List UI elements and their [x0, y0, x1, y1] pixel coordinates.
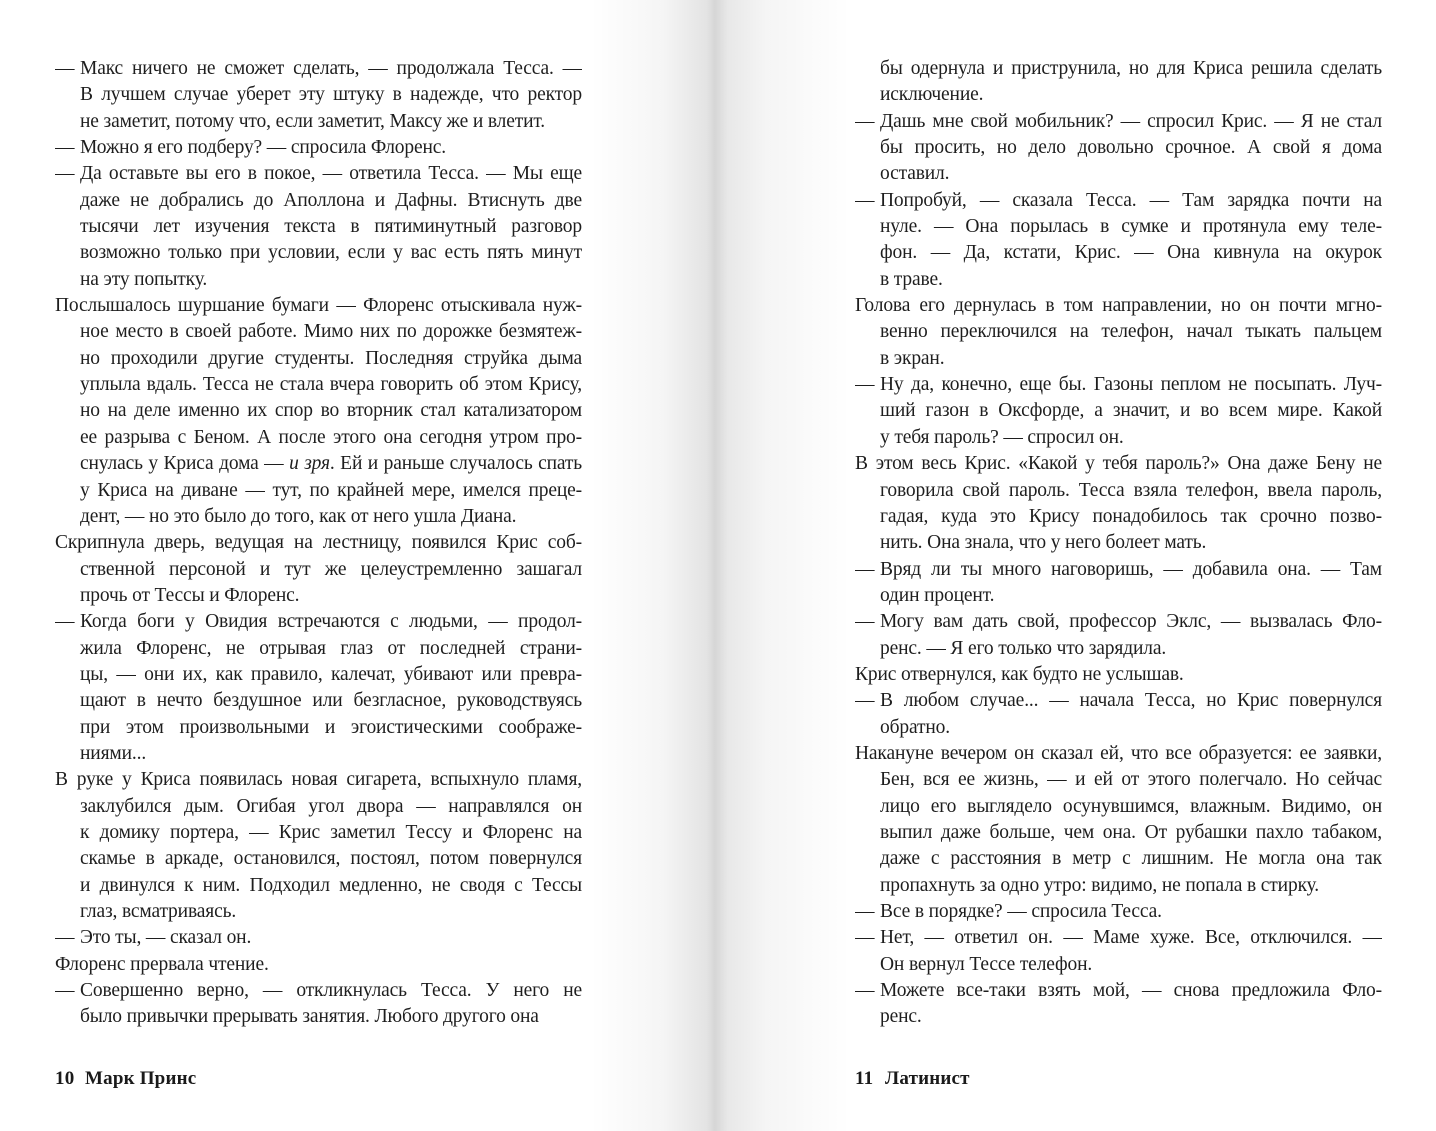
running-title: Латинист — [885, 1068, 970, 1089]
text-segment: заклубился дым. Огибая угол двора — направлялся он — [80, 795, 582, 817]
text-line — [855, 293, 1382, 319]
text-line — [55, 925, 582, 951]
dialogue-dash: — — [55, 927, 75, 949]
dialogue-dash: — — [55, 611, 75, 633]
text-line — [855, 952, 1382, 978]
text-line — [55, 240, 582, 266]
page-right — [855, 56, 1382, 1031]
text-segment: но проходили другие студенты. Последняя струйка дыма — [80, 347, 582, 369]
text-line — [855, 1004, 1382, 1030]
dialogue-dash: — — [855, 558, 875, 580]
text-line — [55, 504, 582, 530]
dialogue-dash: — — [55, 58, 75, 79]
text-line — [55, 794, 582, 820]
dialogue-dash: — — [55, 137, 75, 159]
text-segment: венно переключился на телефон, начал тыкать пальцем — [880, 321, 1382, 343]
text-segment: В любом случае... — начала Тесса, но Крис повернулся — [880, 690, 1382, 712]
page-left — [55, 56, 582, 1031]
text-segment: Послышалось шуршание бумаги — Флоренс отыскивала нуж- — [55, 295, 582, 317]
text-line — [855, 636, 1382, 662]
text-line — [55, 161, 582, 187]
text-line — [55, 346, 582, 372]
text-segment: Макс ничего не сможет сделать, — продолжала Тесса. — — [80, 58, 582, 79]
text-segment: ственной персоной и тут же целеустремленно зашагал — [80, 558, 582, 580]
text-line — [855, 820, 1382, 846]
text-segment: скамье в аркаде, остановился, постоял, потом повернулся — [80, 848, 582, 870]
text-segment: даже с расстояния в метр с лишним. Не могла она так — [880, 848, 1382, 870]
text-line — [855, 398, 1382, 424]
text-line — [55, 873, 582, 899]
text-line — [855, 109, 1382, 135]
text-line — [855, 214, 1382, 240]
text-segment: Совершенно верно, — откликнулась Тесса. У него не — [80, 980, 582, 1002]
text-line — [855, 161, 1382, 187]
text-segment: на эту попытку. — [80, 268, 208, 290]
text-segment: цы, — они их, как правило, калечат, убивают или превра- — [80, 663, 582, 685]
text-segment: Дашь мне свой мобильник? — спросил Крис. — Я не стал — [880, 110, 1382, 132]
text-line — [855, 583, 1382, 609]
text-segment: уплыла вдаль. Тесса не стала вчера говорить об этом Крису, — [80, 374, 582, 396]
dialogue-dash: — — [855, 110, 875, 132]
text-segment: при этом произвольными и эгоистическими соображе- — [80, 716, 582, 738]
text-segment: возможно только при условии, если у вас есть пять минут — [80, 242, 582, 264]
text-line — [855, 899, 1382, 925]
text-line — [55, 372, 582, 398]
text-line — [855, 451, 1382, 477]
dialogue-dash: — — [855, 690, 875, 712]
text-line — [55, 530, 582, 556]
text-line — [55, 451, 582, 477]
text-segment: говорила свой пароль. Тесса взяла телефон, ввела пароль, — [880, 479, 1382, 501]
text-segment: нуле. — Она порылась в сумке и протянула ему теле- — [880, 216, 1382, 238]
text-line — [855, 372, 1382, 398]
text-line — [55, 398, 582, 424]
text-segment: ренс. — Я его только что зарядила. — [880, 637, 1167, 659]
text-segment: Голова его дернулась в том направлении, но он почти мгно- — [855, 295, 1382, 317]
text-line — [55, 557, 582, 583]
text-segment: Попробуй, — сказала Тесса. — Там зарядка почти на — [880, 189, 1382, 211]
text-segment: глаз, всматриваясь. — [80, 901, 237, 922]
text-segment: Накануне вечером он сказал ей, что все образуется: ее заявки, — [855, 742, 1382, 764]
text-line — [55, 478, 582, 504]
text-segment: Могу вам дать свой, профессор Эклс, — вызвалась Фло- — [880, 611, 1382, 633]
text-line — [855, 715, 1382, 741]
page-left-text-block — [55, 56, 582, 1031]
text-segment: щают в нечто бездушное или безгласное, руководствуясь — [80, 690, 582, 712]
text-line — [855, 425, 1382, 451]
text-segment: Скрипнула дверь, ведущая на лестницу, появился Крис соб- — [55, 532, 582, 554]
text-segment: в траве. — [880, 268, 943, 290]
text-segment: . Ей и раньше случалось спать — [329, 453, 582, 475]
text-line — [855, 530, 1382, 556]
text-segment: фон. — Да, кстати, Крис. — Она кивнула на окурок — [880, 242, 1382, 264]
page-number: 11 — [855, 1068, 874, 1089]
text-segment: Вряд ли ты много наговоришь, — добавила она. — Там — [880, 558, 1382, 580]
text-segment: ниями... — [80, 742, 147, 764]
text-segment: Крис отвернулся, как будто не услышав. — [855, 663, 1184, 685]
text-segment: ное место в своей работе. Мимо них по дорожке безмятеж- — [80, 321, 582, 343]
text-line — [855, 609, 1382, 635]
text-line — [855, 978, 1382, 1004]
text-line — [855, 557, 1382, 583]
text-line — [855, 188, 1382, 214]
text-segment: пропахнуть за одно утро: видимо, не попала в стирку. — [880, 874, 1319, 896]
text-line — [55, 1004, 582, 1030]
text-line — [855, 346, 1382, 372]
text-segment: Да оставьте вы его в покое, — ответила Тесса. — Мы еще — [80, 163, 582, 185]
text-line — [855, 135, 1382, 161]
text-line — [55, 952, 582, 978]
text-line — [855, 478, 1382, 504]
text-segment: В руке у Криса появилась новая сигарета, вспыхнуло пламя, — [55, 769, 582, 791]
text-line — [855, 767, 1382, 793]
text-line — [55, 56, 582, 82]
text-line — [55, 636, 582, 662]
text-segment: В лучшем случае уберет эту штуку в надежде, что ректор — [80, 84, 582, 106]
text-line — [55, 214, 582, 240]
running-title: Марк Принс — [85, 1068, 197, 1089]
text-line — [855, 688, 1382, 714]
text-segment: даже не добрались до Аполлона и Дафны. Втиснуть две — [80, 189, 582, 211]
text-line — [55, 767, 582, 793]
text-line — [855, 56, 1382, 82]
text-segment: не заметит, потому что, если заметит, Максу же и влетит. — [80, 110, 546, 132]
text-segment: Все в порядке? — спросила Тесса. — [880, 901, 1162, 922]
text-line — [55, 267, 582, 293]
text-segment: Бен, вся ее жизнь, — и ей от этого полегчало. Но сейчас — [880, 769, 1382, 791]
text-line — [855, 925, 1382, 951]
text-segment: прочь от Тессы и Флоренс. — [80, 584, 300, 606]
text-segment: Он вернул Тессе телефон. — [880, 953, 1093, 975]
dialogue-dash: — — [855, 611, 875, 633]
text-segment: обратно. — [880, 716, 950, 738]
text-line — [55, 319, 582, 345]
text-segment: ее разрыва с Беном. А после этого она сегодня утром про- — [80, 426, 582, 448]
text-line — [855, 873, 1382, 899]
text-segment: нить. Она знала, что у него болеет мать. — [880, 532, 1207, 554]
text-segment: было привычки прерывать занятия. Любого другого она — [80, 1006, 539, 1028]
text-segment: оставил. — [880, 163, 950, 185]
text-segment: ренс. — [880, 1006, 922, 1028]
text-line — [55, 188, 582, 214]
text-line — [55, 425, 582, 451]
page-right-footer — [855, 1068, 970, 1090]
dialogue-dash: — — [55, 980, 75, 1002]
text-segment: Флоренс прервала чтение. — [55, 953, 269, 975]
text-segment: тысячи лет изучения текста в пятиминутный разговор — [80, 216, 582, 238]
text-line — [55, 688, 582, 714]
dialogue-dash: — — [855, 374, 875, 396]
text-line — [55, 715, 582, 741]
text-line — [855, 82, 1382, 108]
text-line — [55, 741, 582, 767]
text-line — [55, 662, 582, 688]
text-segment: снулась у Криса дома — — [80, 453, 290, 475]
text-segment: лицо его выглядело осунувшимся, влажным. Видимо, он — [880, 795, 1382, 817]
text-line — [55, 899, 582, 925]
text-segment: Ну да, конечно, еще бы. Газоны пеплом не посыпать. Луч- — [880, 374, 1382, 396]
text-line — [55, 846, 582, 872]
text-line — [55, 820, 582, 846]
text-segment: один процент. — [880, 584, 995, 606]
text-segment: к домику портера, — Крис заметил Тессу и Флоренс на — [80, 821, 582, 843]
text-line — [855, 846, 1382, 872]
text-segment: исключение. — [880, 84, 984, 106]
text-segment: у Криса на диване — тут, по крайней мере, имелся преце- — [80, 479, 582, 501]
text-segment: у тебя пароль? — спросил он. — [880, 426, 1124, 448]
text-line — [855, 504, 1382, 530]
text-segment: В этом весь Крис. «Какой у тебя пароль?» Она даже Бену не — [855, 453, 1382, 475]
text-line — [55, 82, 582, 108]
dialogue-dash: — — [855, 980, 875, 1002]
page-right-text-block — [855, 56, 1382, 1031]
dialogue-dash: — — [855, 189, 875, 211]
text-segment: выпил даже больше, чем она. От рубашки пахло табаком, — [880, 821, 1382, 843]
text-segment: в экран. — [880, 347, 945, 369]
text-segment: ший газон в Оксфорде, а значит, и во всем мире. Какой — [880, 400, 1382, 422]
text-segment: но на деле именно их спор во вторник стал катализатором — [80, 400, 582, 422]
text-segment: Можете все-таки взять мой, — снова предложила Фло- — [880, 980, 1382, 1002]
dialogue-dash: — — [855, 901, 875, 922]
text-line — [55, 135, 582, 161]
text-segment: жила Флоренс, не отрывая глаз от последней страни- — [80, 637, 582, 659]
text-line — [855, 319, 1382, 345]
text-line — [855, 662, 1382, 688]
text-line — [55, 978, 582, 1004]
text-line — [55, 583, 582, 609]
dialogue-dash: — — [855, 927, 875, 949]
page-left-footer — [55, 1068, 196, 1090]
text-segment: дент, — но это было до того, как от него ушла Диана. — [80, 505, 517, 527]
text-line — [855, 794, 1382, 820]
text-line — [855, 741, 1382, 767]
text-segment: бы просить, но дело довольно срочное. А свой я дома — [880, 137, 1382, 159]
book-gutter-shadow — [590, 0, 850, 1131]
text-segment: Когда боги у Овидия встречаются с людьми, — продол- — [80, 611, 582, 633]
text-line — [855, 240, 1382, 266]
text-segment: гадая, куда это Крису понадобилось так срочно позво- — [880, 505, 1382, 527]
text-line — [55, 609, 582, 635]
text-segment: Можно я его подберу? — спросила Флоренс. — [80, 137, 447, 159]
text-segment: Нет, — ответил он. — Маме хуже. Все, отключился. — — [880, 927, 1382, 949]
text-line — [55, 109, 582, 135]
text-segment: и двинулся к ним. Подходил медленно, не сводя с Тессы — [80, 874, 582, 896]
italic-text: и зря — [289, 453, 330, 475]
text-line — [855, 267, 1382, 293]
dialogue-dash: — — [55, 163, 75, 185]
page-number: 10 — [55, 1068, 75, 1089]
text-segment: Это ты, — сказал он. — [80, 927, 252, 949]
text-segment: бы одернула и приструнила, но для Криса решила сделать — [880, 58, 1382, 79]
text-line — [55, 293, 582, 319]
